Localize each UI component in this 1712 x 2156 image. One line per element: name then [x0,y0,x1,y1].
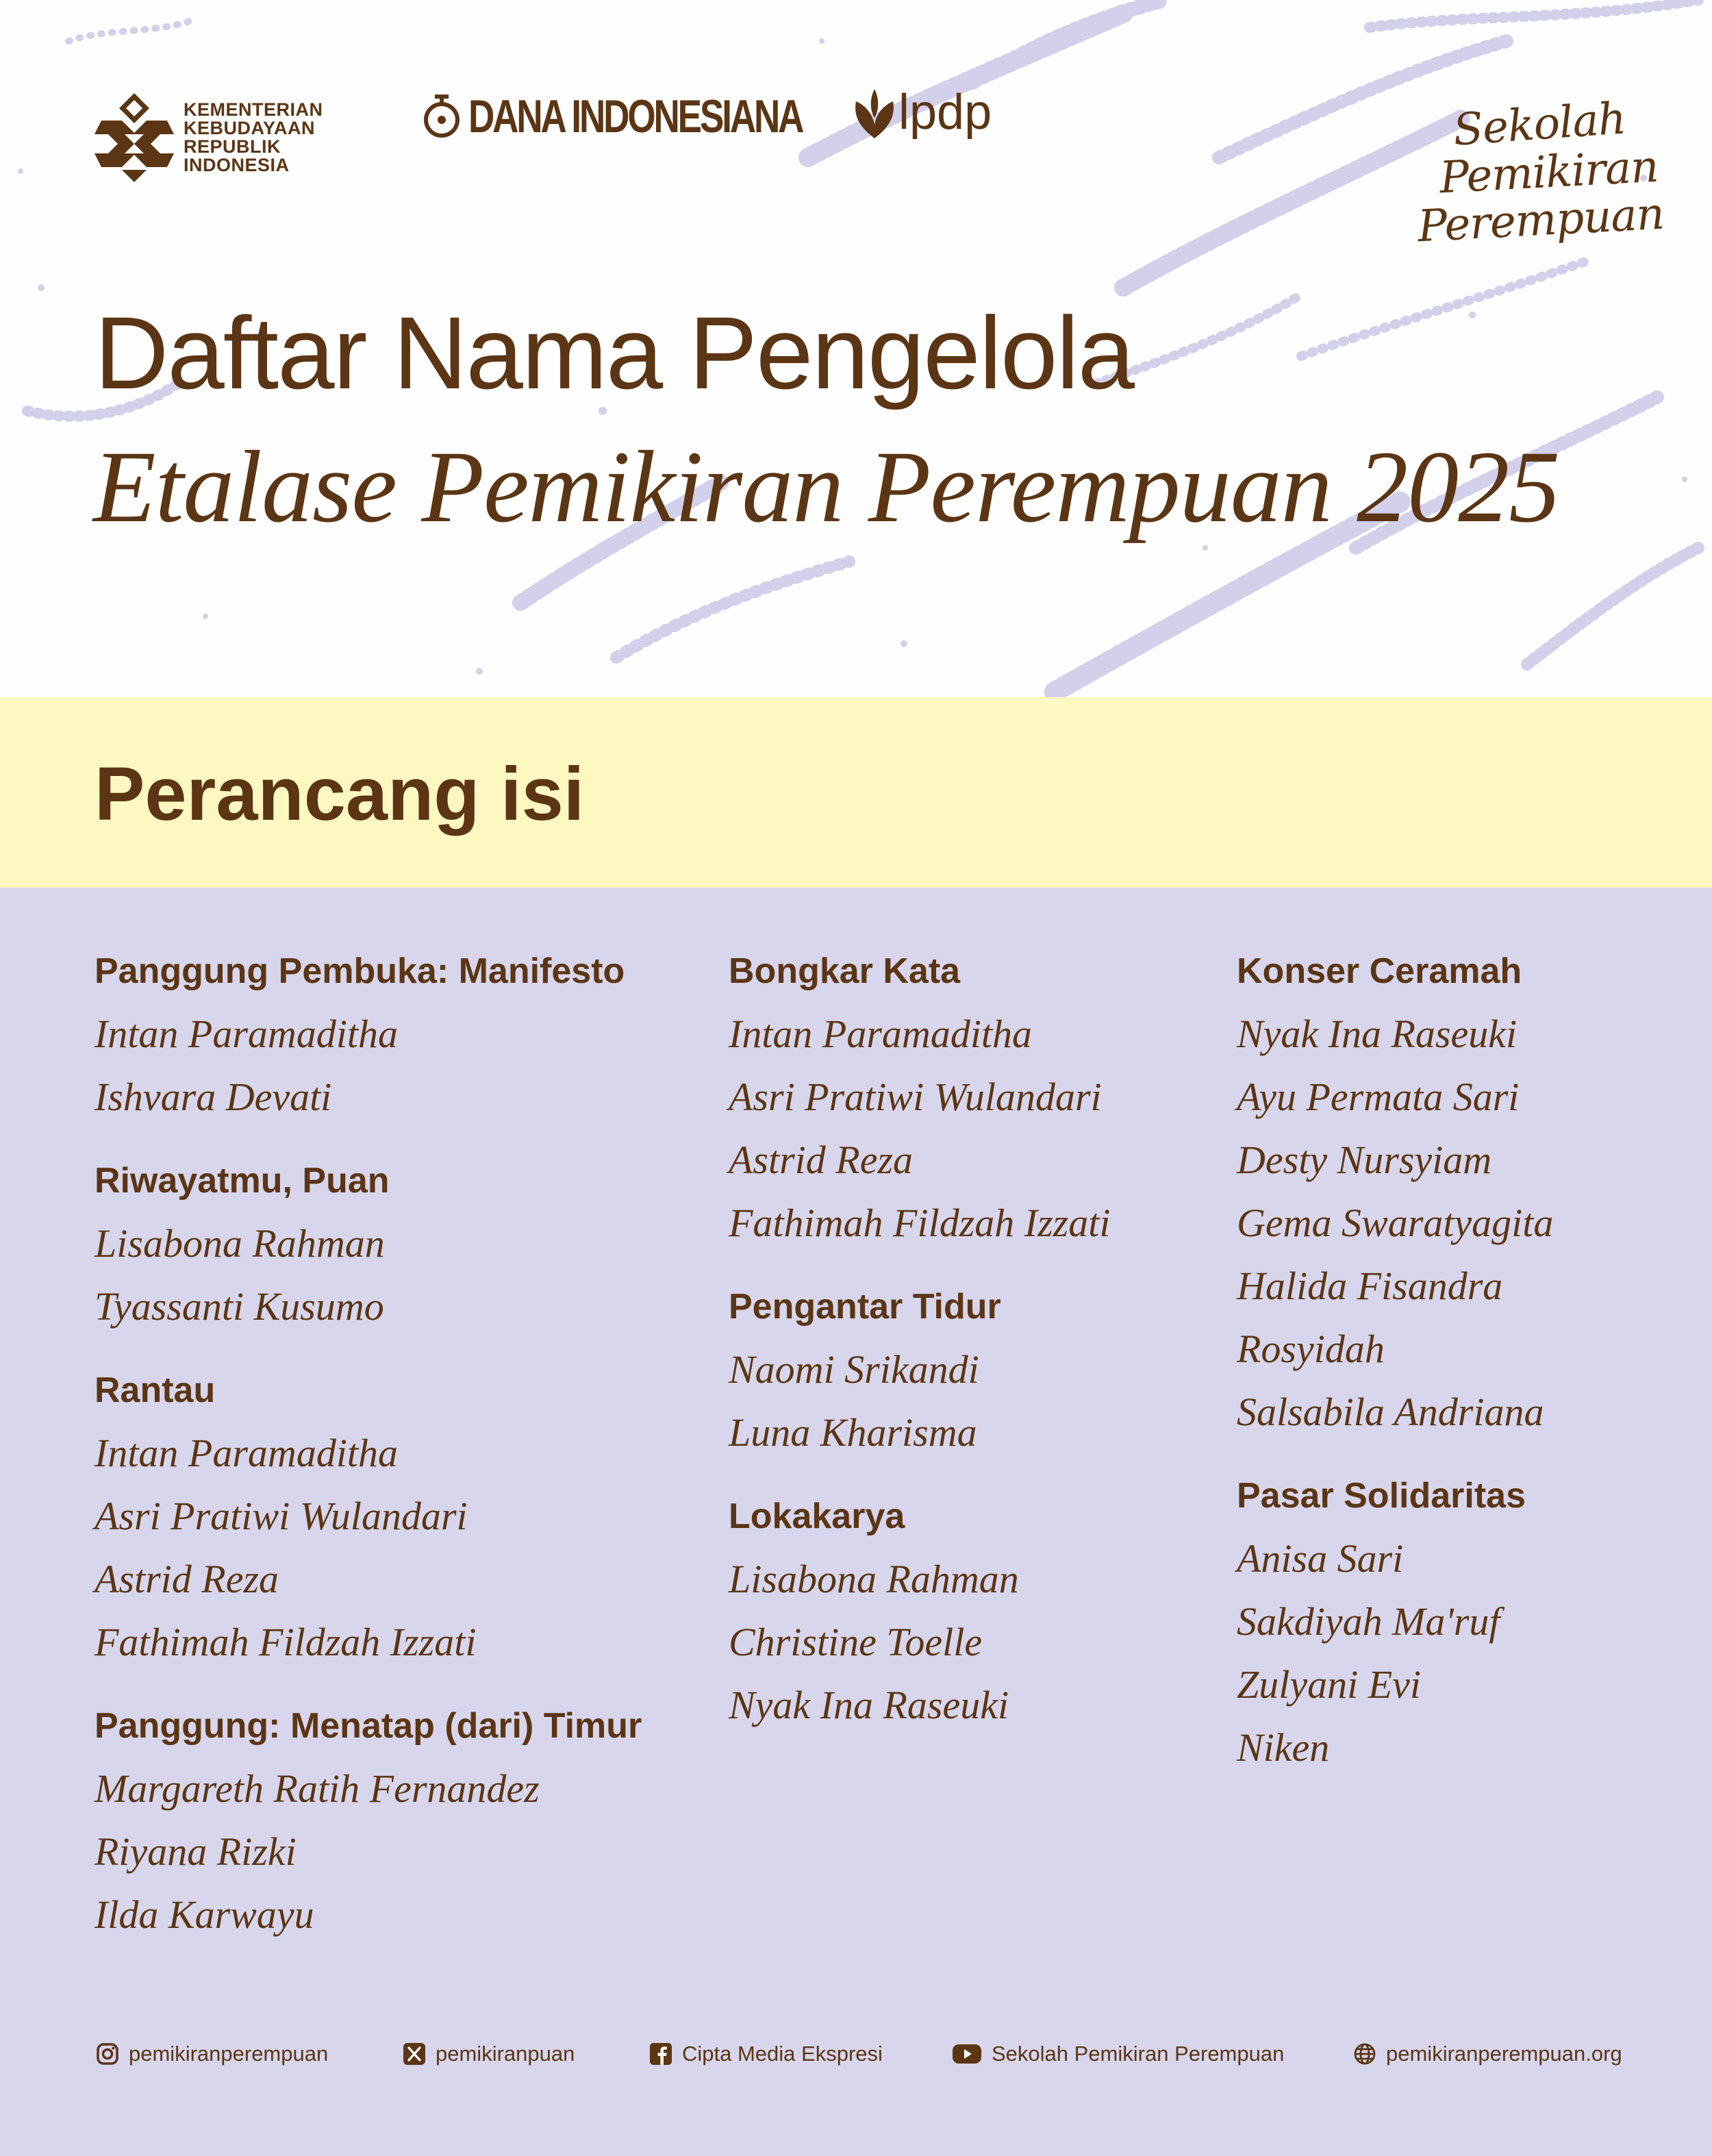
person-name: Sakdiyah Ma'ruf [1237,1599,1500,1644]
footer-facebook-link[interactable] [649,2037,883,2071]
footer [0,2037,1712,2071]
program-title: Rantau [95,1370,216,1410]
globe-icon [1353,2042,1376,2066]
sekolah-logo-line: Sekolah [1451,93,1628,156]
kementerian-emblem-icon [95,93,174,182]
person-name: Naomi Srikandi [729,1347,979,1392]
kementerian-line: INDONESIA [184,155,290,175]
person-name: Nyak Ina Raseuki [1237,1012,1518,1056]
program-title: Panggung Pembuka: Manifesto [95,951,625,991]
kementerian-wordmark [184,101,323,175]
program-section [1237,1464,1553,1779]
person-name: Astrid Reza [729,1138,914,1182]
program-section [1237,940,1553,1444]
program-section [95,1359,642,1674]
person-name: Lisabona Rahman [95,1221,385,1266]
lpdp-logo [853,86,992,138]
person-name: Halida Fisandra [1237,1264,1503,1308]
program-section [95,1694,642,1946]
person-name: Intan Paramaditha [729,1012,1033,1056]
person-name: Margareth Ratih Fernandez [95,1766,540,1811]
website-url: pemikiranperempuan.org [1386,2042,1622,2066]
program-title: Riwayatmu, Puan [95,1161,390,1201]
person-name: Tyassanti Kusumo [95,1284,384,1329]
person-name: Salsabila Andriana [1237,1390,1544,1434]
x-handle: pemikiranpuan [436,2042,575,2066]
header-area [0,0,1712,697]
youtube-channel: Sekolah Pemikiran Perempuan [992,2042,1285,2066]
footer-instagram-link[interactable] [96,2037,328,2071]
dana-indonesiana-wordmark: DANA INDONESIANA [468,90,803,142]
program-section [729,1275,1110,1464]
lpdp-leaf-icon [853,86,896,138]
page-title: Daftar Nama Pengelola [95,295,1134,410]
program-title: Pengantar Tidur [729,1287,1001,1327]
program-section [95,940,642,1129]
person-name: Fathimah Fildzah Izzati [95,1620,477,1664]
person-name: Astrid Reza [95,1557,279,1601]
person-name: Gema Swaratyagita [1237,1201,1554,1245]
program-title: Konser Ceramah [1237,951,1522,991]
person-name: Lisabona Rahman [729,1557,1019,1601]
person-name: Anisa Sari [1237,1536,1404,1581]
kementerian-logo [95,93,323,182]
column-2 [729,940,1110,1757]
person-name: Asri Pratiwi Wulandari [729,1075,1102,1119]
program-section [729,940,1110,1255]
sekolah-pemikiran-perempuan-logo [1404,93,1665,253]
program-title: Panggung: Menatap (dari) Timur [95,1706,642,1746]
person-name: Ishvara Devati [95,1075,332,1119]
column-3 [1237,940,1553,1800]
kementerian-line: KEBUDAYAAN [184,118,316,138]
sekolah-logo-line: Pemikiran [1438,141,1660,204]
footer-x-link[interactable] [403,2037,575,2071]
person-name: Ayu Permata Sari [1237,1075,1520,1119]
youtube-icon [952,2042,982,2066]
program-section [729,1485,1110,1737]
facebook-page: Cipta Media Ekspresi [682,2042,883,2066]
footer-youtube-link[interactable] [952,2037,1284,2071]
program-title: Lokakarya [729,1496,905,1536]
dana-indonesiana-mark-icon [422,94,462,139]
instagram-handle: pemikiranperempuan [129,2042,329,2066]
instagram-icon [96,2042,119,2066]
person-name: Zulyani Evi [1237,1662,1422,1707]
lpdp-wordmark: lpdp [898,85,992,140]
footer-website-link[interactable] [1353,2037,1622,2071]
person-name: Fathimah Fildzah Izzati [729,1201,1111,1245]
kementerian-line: KEMENTERIAN [184,99,323,120]
section-band [0,697,1712,888]
dana-indonesiana-logo [422,90,896,142]
sekolah-logo-line: Perempuan [1416,188,1665,253]
person-name: Intan Paramaditha [95,1012,399,1056]
facebook-icon [649,2042,672,2066]
kementerian-line: REPUBLIK [184,136,281,157]
program-title: Pasar Solidaritas [1237,1476,1526,1516]
person-name: Ilda Karwayu [95,1892,314,1937]
person-name: Nyak Ina Raseuki [729,1683,1009,1727]
program-title: Bongkar Kata [729,951,961,991]
person-name: Riyana Rizki [95,1829,297,1874]
x-icon [403,2042,426,2066]
person-name: Niken [1237,1725,1330,1770]
program-section [95,1149,642,1338]
person-name: Desty Nursyiam [1237,1138,1492,1182]
page-subtitle: Etalase Pemikiran Perempuan 2025 [93,430,1560,544]
person-name: Luna Kharisma [729,1410,977,1455]
section-heading: Perancang isi [95,752,585,836]
person-name: Asri Pratiwi Wulandari [95,1494,468,1538]
person-name: Rosyidah [1237,1327,1385,1371]
person-name: Christine Toelle [729,1620,983,1664]
person-name: Intan Paramaditha [95,1431,399,1475]
column-1 [95,940,642,1967]
